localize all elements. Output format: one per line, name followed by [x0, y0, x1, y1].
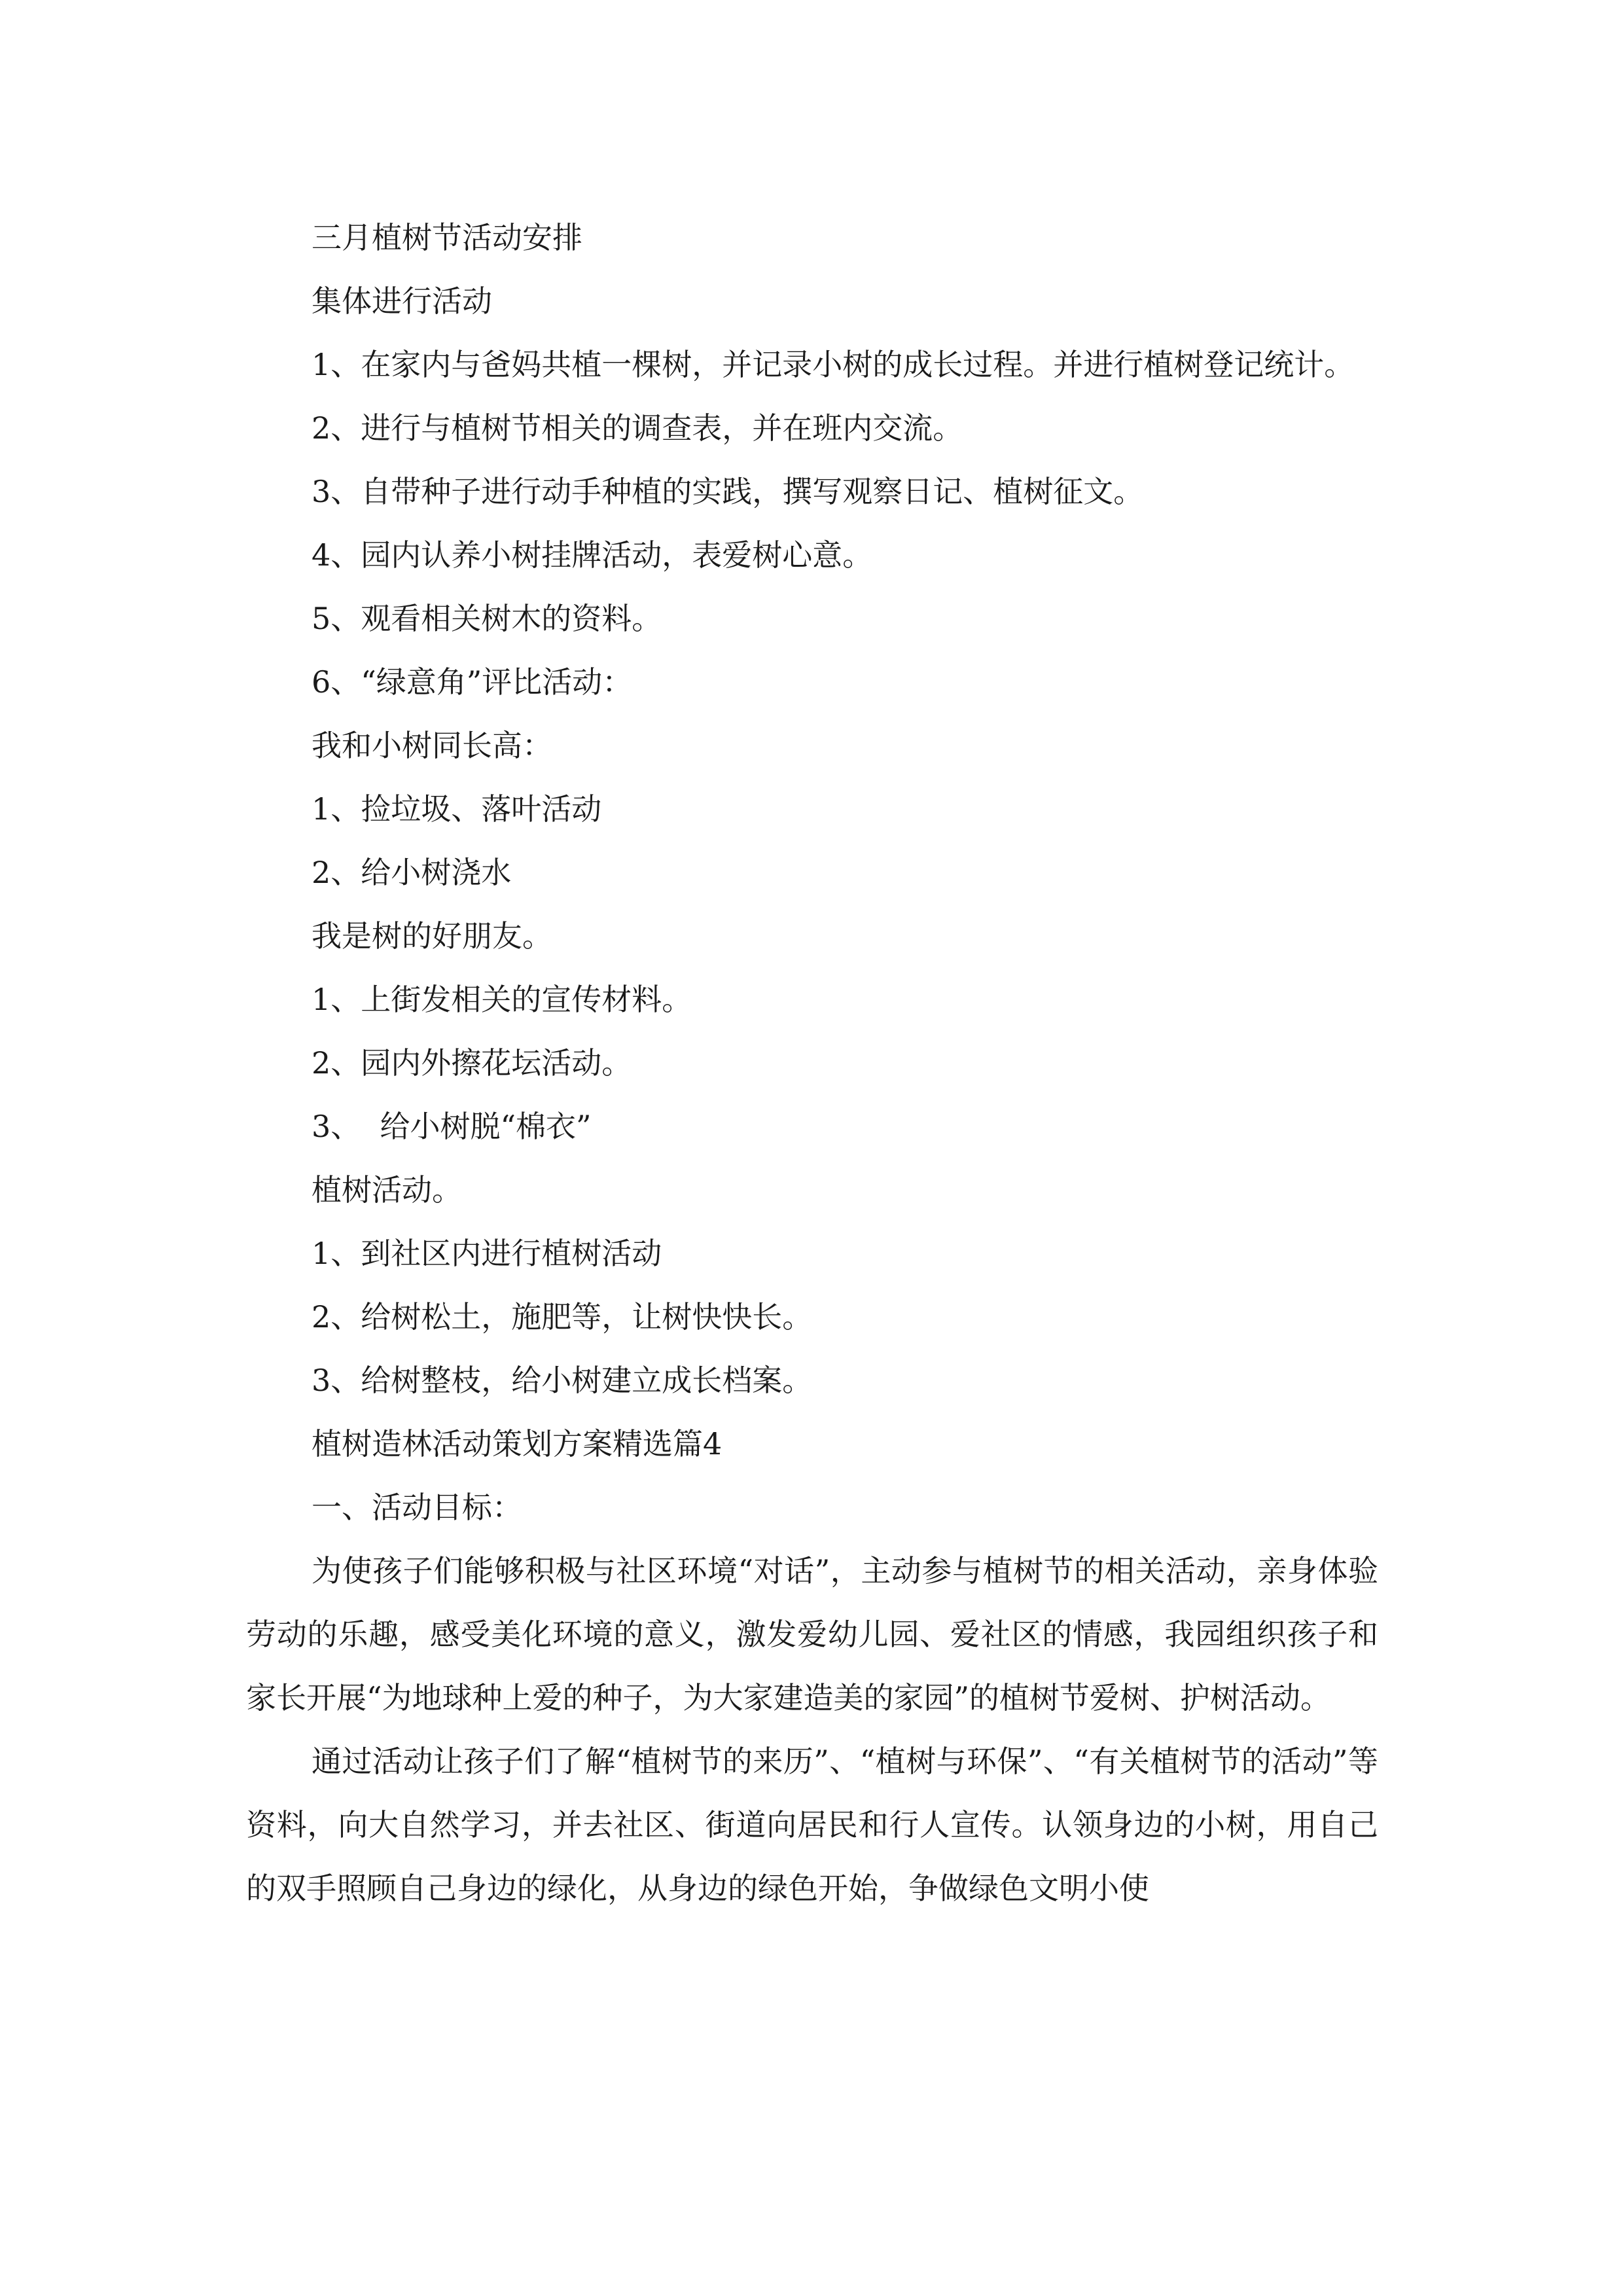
paragraph-item: 1、上街发相关的宣传材料。	[312, 982, 692, 1017]
paragraph-item: 1、捡垃圾、落叶活动	[312, 791, 602, 827]
paragraph-subheading: 我是树的好朋友。	[312, 918, 552, 954]
paragraph-subheading: 我和小树同长高：	[312, 728, 552, 763]
paragraph-section-heading: 集体进行活动	[312, 283, 492, 319]
paragraph-item: 1、在家内与爸妈共植一棵树，并记录小树的成长过程。并进行植树登记统计。	[312, 347, 1355, 382]
paragraph-item: 3、 给小树脱“棉衣”	[312, 1109, 592, 1144]
paragraph-item: 6、“绿意角”评比活动：	[312, 664, 633, 700]
paragraph-section-title: 植树造林活动策划方案精选篇4	[312, 1426, 722, 1462]
paragraph-subheading: 植树活动。	[312, 1172, 462, 1208]
paragraph-item: 3、自带种子进行动手种植的实践，撰写观察日记、植树征文。	[312, 474, 1144, 509]
paragraph-item: 1、到社区内进行植树活动	[312, 1236, 662, 1271]
paragraph-item: 4、园内认养小树挂牌活动，表爱树心意。	[312, 537, 873, 573]
paragraph-item: 2、给树松土，施肥等，让树快快长。	[312, 1299, 813, 1335]
paragraph-title: 三月植树节活动安排	[312, 220, 582, 255]
paragraph-body: 为使孩子们能够积极与社区环境“对话”，主动参与植树节的相关活动，亲身体验劳动的乐趣，感受美化环境的意义，激发爱幼儿园、爱社区的情感，我园组织孩子和家长开展“为地球种上爱的种子，为大家建造美的家园”的植树节爱树、护树活动。	[246, 1553, 1378, 1715]
paragraph-body: 通过活动让孩子们了解“植树节的来历”、“植树与环保”、“有关植树节的活动”等资料，向大自然学习，并去社区、街道向居民和行人宣传。认领身边的小树，用自己的双手照顾自己身边的绿化，从身边的绿色开始，争做绿色文明小使	[246, 1744, 1378, 1906]
paragraph-item: 5、观看相关树木的资料。	[312, 601, 662, 636]
paragraph-item: 2、园内外擦花坛活动。	[312, 1045, 632, 1081]
paragraph-item: 3、给树整枝，给小树建立成长档案。	[312, 1363, 813, 1398]
paragraph-item: 2、进行与植树节相关的调查表，并在班内交流。	[312, 410, 963, 446]
paragraph-subheading: 一、活动目标：	[312, 1490, 522, 1525]
document-body	[246, 206, 1378, 1920]
paragraph-item: 2、给小树浇水	[312, 855, 512, 890]
